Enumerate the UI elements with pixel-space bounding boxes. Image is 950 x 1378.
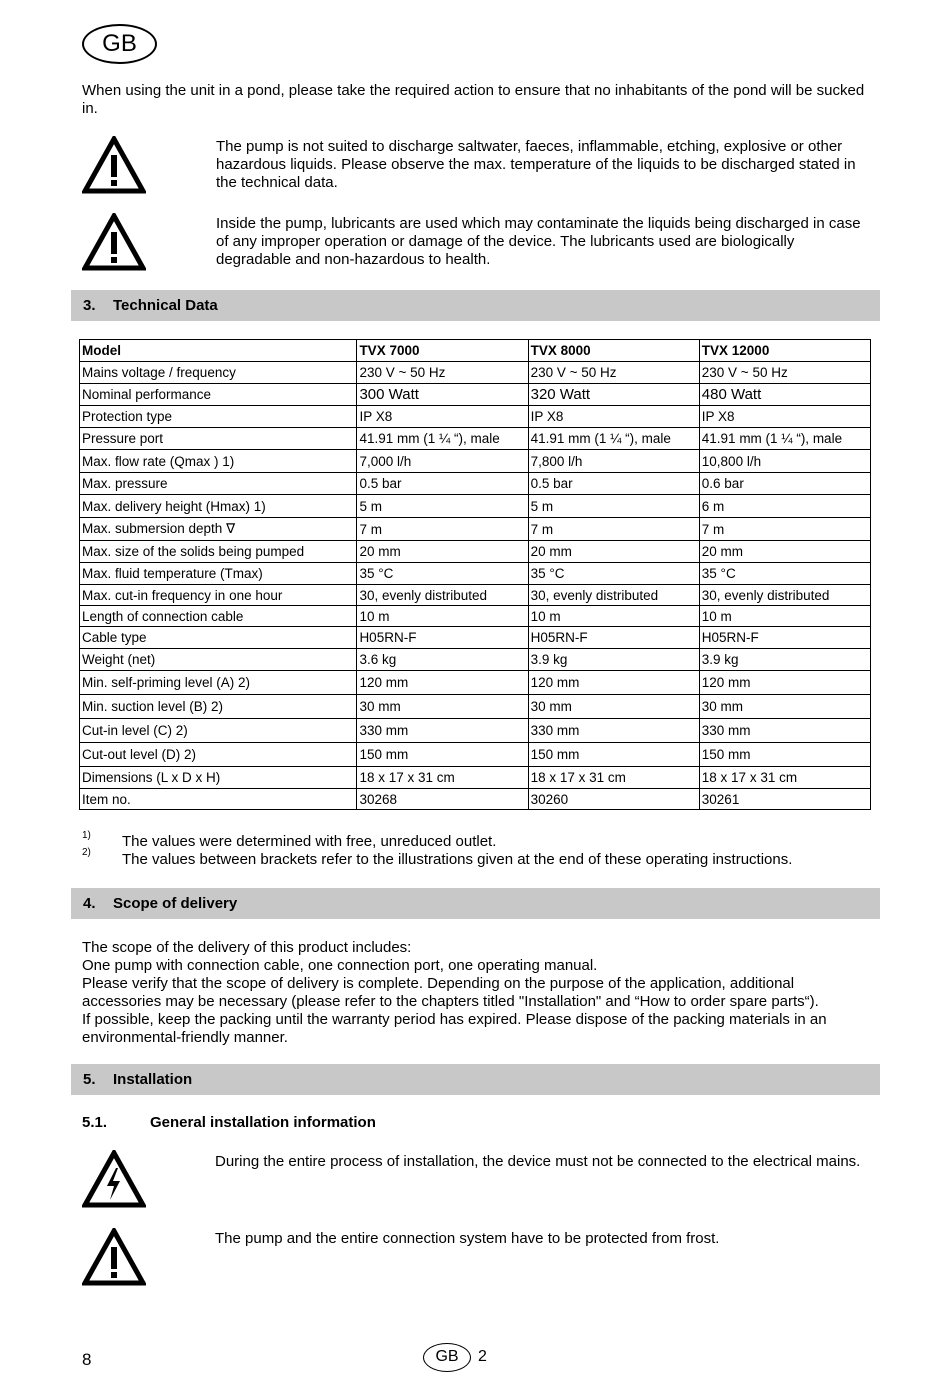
scope-text-line: Please verify that the scope of delivery is complete. Depending on the purpose of the application, additional bbox=[82, 975, 795, 992]
table-cell: 18 x 17 x 31 cm bbox=[699, 767, 870, 789]
table-row bbox=[80, 518, 871, 541]
row-label: Min. suction level (B) 2) bbox=[80, 695, 357, 719]
table-row bbox=[80, 627, 871, 649]
hazardous-liquids-warning: The pump is not suited to discharge saltwater, faeces, inflammable, etching, explosive or other hazardous liquids. Please observe the max. temperature of the liquids to be discharged stated in the technical data. bbox=[216, 138, 856, 191]
table-cell: 30, evenly distributed bbox=[528, 585, 699, 606]
language-badge: GB bbox=[82, 24, 157, 64]
row-label: Dimensions (L x D x H) bbox=[80, 767, 357, 789]
table-cell: 7,800 l/h bbox=[528, 450, 699, 473]
row-label: Cut-out level (D) 2) bbox=[80, 743, 357, 767]
table-cell: 30261 bbox=[699, 789, 870, 810]
table-cell: 41.91 mm (1 ¼ “), male bbox=[528, 428, 699, 450]
table-cell: 3.9 kg bbox=[528, 649, 699, 671]
subsection-number: 5.1. bbox=[82, 1114, 108, 1131]
table-row bbox=[80, 606, 871, 627]
table-cell: 18 x 17 x 31 cm bbox=[357, 767, 528, 789]
table-cell: 20 mm bbox=[357, 541, 528, 563]
table-cell: H05RN-F bbox=[357, 627, 528, 649]
table-cell: 480 Watt bbox=[699, 384, 870, 406]
technical-data-table bbox=[79, 339, 871, 810]
table-cell: 230 V ~ 50 Hz bbox=[528, 362, 699, 384]
subsection-title: General installation information bbox=[150, 1114, 376, 1131]
table-cell: 120 mm bbox=[357, 671, 528, 695]
row-label: Weight (net) bbox=[80, 649, 357, 671]
table-cell: 330 mm bbox=[357, 719, 528, 743]
table-row bbox=[80, 362, 871, 384]
table-cell: 30, evenly distributed bbox=[357, 585, 528, 606]
table-row bbox=[80, 649, 871, 671]
table-row bbox=[80, 743, 871, 767]
footer-sub-page-number: 2 bbox=[478, 1348, 487, 1365]
section-heading-technical-data bbox=[71, 290, 880, 321]
row-label: Min. self-priming level (A) 2) bbox=[80, 671, 357, 695]
lubricants-warning: Inside the pump, lubricants are used which may contaminate the liquids being discharged in case of any improper operation or damage of the device. The lubricants used are biologically degradable and non-hazardous to health. bbox=[216, 215, 861, 268]
footnote-mark: 1) bbox=[82, 830, 91, 841]
row-label: Pressure port bbox=[80, 428, 357, 450]
table-cell: 41.91 mm (1 ¼ “), male bbox=[699, 428, 870, 450]
table-cell: 330 mm bbox=[699, 719, 870, 743]
row-label: Max. submersion depth ∇ bbox=[80, 518, 357, 541]
table-cell: 30260 bbox=[528, 789, 699, 810]
row-label: Cable type bbox=[80, 627, 357, 649]
row-label: Max. fluid temperature (Tmax) bbox=[80, 563, 357, 585]
table-cell: 35 °C bbox=[357, 563, 528, 585]
row-label: Mains voltage / frequency bbox=[80, 362, 357, 384]
scope-text-line: If possible, keep the packing until the warranty period has expired. Please dispose of the packing materials in an bbox=[82, 1011, 827, 1028]
table-cell: 18 x 17 x 31 cm bbox=[528, 767, 699, 789]
section-heading-installation bbox=[71, 1064, 880, 1095]
table-header-cell: TVX 8000 bbox=[528, 340, 699, 362]
frost-warning-text: The pump and the entire connection system have to be protected from frost. bbox=[215, 1230, 720, 1247]
table-row bbox=[80, 585, 871, 606]
row-label: Cut-in level (C) 2) bbox=[80, 719, 357, 743]
pond-notice: When using the unit in a pond, please take the required action to ensure that no inhabitants of the pond will be sucked in. bbox=[82, 82, 865, 117]
table-cell: 230 V ~ 50 Hz bbox=[699, 362, 870, 384]
table-row bbox=[80, 671, 871, 695]
table-cell: 5 m bbox=[357, 495, 528, 518]
footnote-text: The values between brackets refer to the illustrations given at the end of these operating instructions. bbox=[122, 851, 793, 868]
table-cell: 3.6 kg bbox=[357, 649, 528, 671]
table-cell: 7,000 l/h bbox=[357, 450, 528, 473]
footer-language-badge: GB bbox=[423, 1343, 471, 1372]
table-header-cell: Model bbox=[80, 340, 357, 362]
row-label: Max. cut-in frequency in one hour bbox=[80, 585, 357, 606]
table-row bbox=[80, 541, 871, 563]
section-title: Technical Data bbox=[113, 297, 218, 314]
table-cell: 30, evenly distributed bbox=[699, 585, 870, 606]
table-cell: IP X8 bbox=[528, 406, 699, 428]
table-cell: 5 m bbox=[528, 495, 699, 518]
row-label: Max. pressure bbox=[80, 473, 357, 495]
table-cell: 35 °C bbox=[528, 563, 699, 585]
table-row bbox=[80, 384, 871, 406]
footnote-mark: 2) bbox=[82, 847, 91, 858]
section-title: Scope of delivery bbox=[113, 895, 238, 912]
table-cell: IP X8 bbox=[357, 406, 528, 428]
table-cell: 7 m bbox=[699, 518, 870, 541]
table-cell: 20 mm bbox=[699, 541, 870, 563]
row-label: Max. flow rate (Qmax ) 1) bbox=[80, 450, 357, 473]
table-cell: 10 m bbox=[699, 606, 870, 627]
section-number: 3. bbox=[83, 297, 96, 314]
table-row bbox=[80, 428, 871, 450]
row-label: Item no. bbox=[80, 789, 357, 810]
table-cell: 6 m bbox=[699, 495, 870, 518]
table-row bbox=[80, 406, 871, 428]
table-row bbox=[80, 473, 871, 495]
table-row bbox=[80, 563, 871, 585]
table-cell: 330 mm bbox=[528, 719, 699, 743]
warning-exclamation-icon bbox=[82, 136, 146, 194]
table-cell: 41.91 mm (1 ¼ “), male bbox=[357, 428, 528, 450]
table-cell: 150 mm bbox=[699, 743, 870, 767]
table-cell: 0.6 bar bbox=[699, 473, 870, 495]
table-cell: 150 mm bbox=[528, 743, 699, 767]
table-header-cell: TVX 12000 bbox=[699, 340, 870, 362]
table-cell: 7 m bbox=[528, 518, 699, 541]
table-cell: 150 mm bbox=[357, 743, 528, 767]
scope-text-line: accessories may be necessary (please refer to the chapters titled "Installation" and “How to order spare parts“). bbox=[82, 993, 819, 1010]
row-label: Nominal performance bbox=[80, 384, 357, 406]
table-cell: 120 mm bbox=[528, 671, 699, 695]
scope-text-line: One pump with connection cable, one connection port, one operating manual. bbox=[82, 957, 598, 974]
table-cell: 30 mm bbox=[699, 695, 870, 719]
row-label: Max. size of the solids being pumped bbox=[80, 541, 357, 563]
table-cell: 7 m bbox=[357, 518, 528, 541]
table-cell: 300 Watt bbox=[357, 384, 528, 406]
table-cell: IP X8 bbox=[699, 406, 870, 428]
table-row bbox=[80, 719, 871, 743]
table-cell: 10 m bbox=[357, 606, 528, 627]
section-number: 5. bbox=[83, 1071, 96, 1088]
electric-warning-text: During the entire process of installation, the device must not be connected to the electrical mains. bbox=[215, 1153, 861, 1170]
table-cell: 10 m bbox=[528, 606, 699, 627]
scope-text-line: environmental-friendly manner. bbox=[82, 1029, 288, 1046]
section-number: 4. bbox=[83, 895, 96, 912]
table-cell: 30268 bbox=[357, 789, 528, 810]
table-cell: H05RN-F bbox=[528, 627, 699, 649]
table-row bbox=[80, 495, 871, 518]
table-row bbox=[80, 789, 871, 810]
electric-hazard-icon bbox=[82, 1150, 146, 1208]
table-header-cell: TVX 7000 bbox=[357, 340, 528, 362]
table-cell: 320 Watt bbox=[528, 384, 699, 406]
table-cell: 3.9 kg bbox=[699, 649, 870, 671]
section-heading-scope-of-delivery bbox=[71, 888, 880, 919]
row-label: Length of connection cable bbox=[80, 606, 357, 627]
table-cell: 20 mm bbox=[528, 541, 699, 563]
table-cell: 230 V ~ 50 Hz bbox=[357, 362, 528, 384]
table-cell: 10,800 l/h bbox=[699, 450, 870, 473]
table-cell: 35 °C bbox=[699, 563, 870, 585]
table-row bbox=[80, 695, 871, 719]
section-title: Installation bbox=[113, 1071, 193, 1088]
table-cell: 30 mm bbox=[528, 695, 699, 719]
scope-text-line: The scope of the delivery of this product includes: bbox=[82, 939, 412, 956]
table-cell: 120 mm bbox=[699, 671, 870, 695]
table-row bbox=[80, 767, 871, 789]
row-label: Max. delivery height (Hmax) 1) bbox=[80, 495, 357, 518]
warning-exclamation-icon bbox=[82, 1228, 146, 1286]
page-number: 8 bbox=[82, 1350, 92, 1369]
table-cell: 30 mm bbox=[357, 695, 528, 719]
table-row bbox=[80, 450, 871, 473]
warning-exclamation-icon bbox=[82, 213, 146, 271]
footnote-text: The values were determined with free, unreduced outlet. bbox=[122, 833, 497, 850]
row-label: Protection type bbox=[80, 406, 357, 428]
table-header-row bbox=[80, 340, 871, 362]
table-cell: 0.5 bar bbox=[528, 473, 699, 495]
table-cell: 0.5 bar bbox=[357, 473, 528, 495]
table-cell: H05RN-F bbox=[699, 627, 870, 649]
